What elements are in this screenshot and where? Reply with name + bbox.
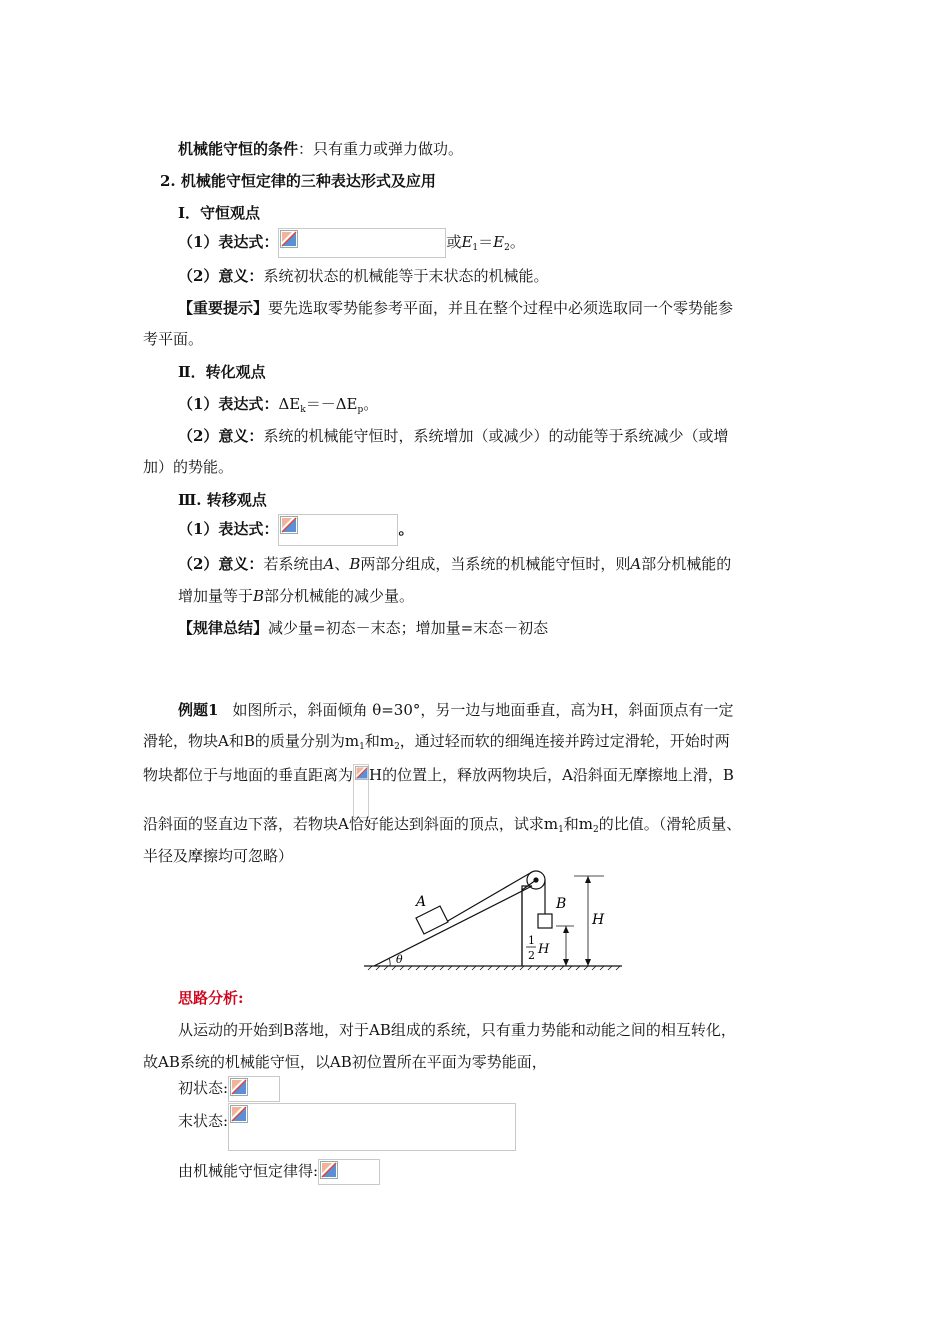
view3-expr-line: [178, 514, 413, 546]
delta-ek: ΔE: [278, 395, 301, 413]
example-text-2c: ，通过轻而软的细绳连接并跨过定滑轮，开始时两: [399, 732, 730, 750]
conservation-law-label: 由机械能守恒定律得:: [178, 1162, 319, 1180]
view1-expr-label: （1）表达式：: [178, 233, 279, 251]
e2-subscript: 2: [504, 243, 510, 253]
broken-image-icon: [280, 516, 298, 534]
fraction-image-placeholder: [353, 764, 369, 818]
m1-subscript: 1: [359, 742, 365, 752]
example-text-3a: 物块都位于与地面的垂直距离为: [143, 766, 354, 784]
meaning-text-a: 若系统由: [263, 555, 324, 573]
example-line-1: [178, 700, 733, 720]
view1-title: Ⅰ．守恒观点: [178, 204, 261, 222]
e2-symbol: E: [493, 233, 505, 251]
broken-image-icon: [230, 1105, 248, 1123]
label-half-numerator: 1: [528, 934, 535, 947]
example-text-1: 如图所示，斜面倾角 θ=30°，另一边与地面垂直，高为H，斜面顶点有一定: [232, 701, 734, 719]
final-state-line: [178, 1103, 516, 1151]
view3-meaning-line: [178, 554, 731, 574]
e1-symbol: E: [461, 233, 473, 251]
formula-image-placeholder: [278, 514, 398, 546]
block-a: [416, 906, 448, 934]
view3-expr-label: （1）表达式：: [178, 520, 279, 538]
e1-subscript: 1: [472, 243, 479, 253]
label-b: B: [556, 896, 567, 912]
formula-image-placeholder: [318, 1159, 380, 1185]
view1-expr-or: 或: [446, 233, 462, 251]
meaning-text-b: 、: [334, 555, 350, 573]
symbol-a: A: [323, 555, 335, 573]
angle-arc: [389, 958, 390, 966]
meaning-line2-a: 增加量等于: [178, 587, 254, 605]
formula-image-placeholder: [228, 1103, 516, 1151]
meaning-text-d: 部分机械能的: [641, 555, 732, 573]
ep-subscript: p: [357, 405, 364, 415]
label-theta: θ: [396, 953, 403, 966]
formula-image-placeholder: [228, 1076, 280, 1102]
symbol-b: B: [253, 587, 265, 605]
view3-title: Ⅲ. 转移观点: [178, 491, 267, 509]
view2-expr-line: [178, 394, 378, 420]
tip-line-1: [178, 298, 733, 318]
example-line-5: 半径及摩擦均可忽略）: [143, 847, 294, 865]
broken-image-icon: [230, 1078, 248, 1096]
broken-image-icon: [355, 766, 369, 780]
broken-image-icon: [320, 1161, 338, 1179]
summary-line: [178, 618, 548, 638]
period: 。: [398, 520, 414, 538]
label-a: A: [416, 894, 427, 910]
view1-meaning-line: [178, 266, 548, 286]
example-text-3b: H的位置上，释放两物块后，A沿斜面无摩擦地上滑，B: [369, 766, 734, 784]
analysis-title: 思路分析:: [178, 989, 244, 1007]
view1-meaning-label: （2）意义：: [178, 267, 264, 285]
view1-expr-line: [178, 228, 525, 258]
final-state-label: 末状态:: [178, 1112, 229, 1130]
label-h: H: [592, 912, 605, 928]
initial-state-line: [178, 1076, 280, 1102]
meaning-line2-b: 部分机械能的减少量。: [264, 587, 415, 605]
rope-incline: [446, 872, 532, 922]
view1-meaning-text: 系统初状态的机械能等于末状态的机械能。: [263, 267, 549, 285]
ek-subscript: k: [300, 405, 306, 415]
example-text-2b: 和m: [364, 732, 395, 750]
delta-ep: ＝－ΔE: [305, 395, 358, 413]
view2-meaning-label: （2）意义：: [178, 427, 264, 445]
broken-image-icon: [280, 230, 298, 248]
section2-title: 2. 机械能守恒定律的三种表达形式及应用: [160, 172, 436, 190]
incline-pulley-diagram: [360, 866, 630, 972]
example-text-2a: 滑轮，物块A和B的质量分别为m: [143, 732, 360, 750]
conservation-law-line: [178, 1159, 380, 1185]
view3-meaning-label: （2）意义：: [178, 555, 264, 573]
example-text-4c: 的比值。（滑轮质量、: [598, 815, 742, 833]
conditions-label: 机械能守恒的条件: [178, 140, 299, 158]
example-text-4b: 和m: [563, 815, 594, 833]
symbol-a: A: [630, 555, 642, 573]
example-line-3: [143, 764, 734, 818]
view2-expr-label: （1）表达式：: [178, 395, 279, 413]
initial-state-label: 初状态:: [178, 1079, 229, 1097]
tip-label: 【重要提示】: [178, 299, 269, 317]
analysis-line-1: 从运动的开始到B落地，对于AB组成的系统，只有重力势能和动能之间的相互转化，: [178, 1021, 736, 1039]
label-half-denominator: 2: [528, 949, 535, 962]
conditions-text: ：只有重力或弹力做功。: [298, 140, 464, 158]
block-b: [538, 914, 552, 928]
summary-label: 【规律总结】: [178, 619, 269, 637]
period: 。: [363, 395, 379, 413]
example-text-4a: 沿斜面的竖直边下落，若物块A恰好能达到斜面的顶点，试求m: [143, 815, 559, 833]
view3-meaning-line-2: [178, 586, 414, 606]
period: 。: [509, 233, 525, 251]
view2-meaning-text-1: 系统的机械能守恒时，系统增加（或减少）的动能等于系统减少（或增: [263, 427, 729, 445]
example-line-2: [143, 731, 730, 757]
view2-meaning-line: [178, 426, 728, 446]
tip-line-2: 考平面。: [143, 330, 204, 348]
view2-title: Ⅱ．转化观点: [178, 363, 266, 381]
formula-image-placeholder: [278, 228, 446, 258]
tip-text-1: 要先选取零势能参考平面，并且在整个过程中必须选取同一个零势能参: [268, 299, 734, 317]
m2-subscript: 2: [593, 825, 599, 835]
equals-sign: ＝: [478, 233, 494, 251]
label-half-h: H: [538, 942, 550, 957]
conditions-line: [178, 139, 463, 159]
view2-meaning-line-2: 加）的势能。: [143, 458, 234, 476]
example-line-4: [143, 814, 741, 840]
example-label: 例题1: [178, 701, 219, 719]
m1-subscript: 1: [558, 825, 564, 835]
symbol-b: B: [349, 555, 361, 573]
m2-subscript: 2: [394, 742, 400, 752]
summary-text: 减少量=初态－末态；增加量=末态－初态: [268, 619, 549, 637]
analysis-line-2: 故AB系统的机械能守恒，以AB初位置所在平面为零势能面，: [143, 1053, 547, 1071]
meaning-text-c: 两部分组成，当系统的机械能守恒时，则: [360, 555, 631, 573]
